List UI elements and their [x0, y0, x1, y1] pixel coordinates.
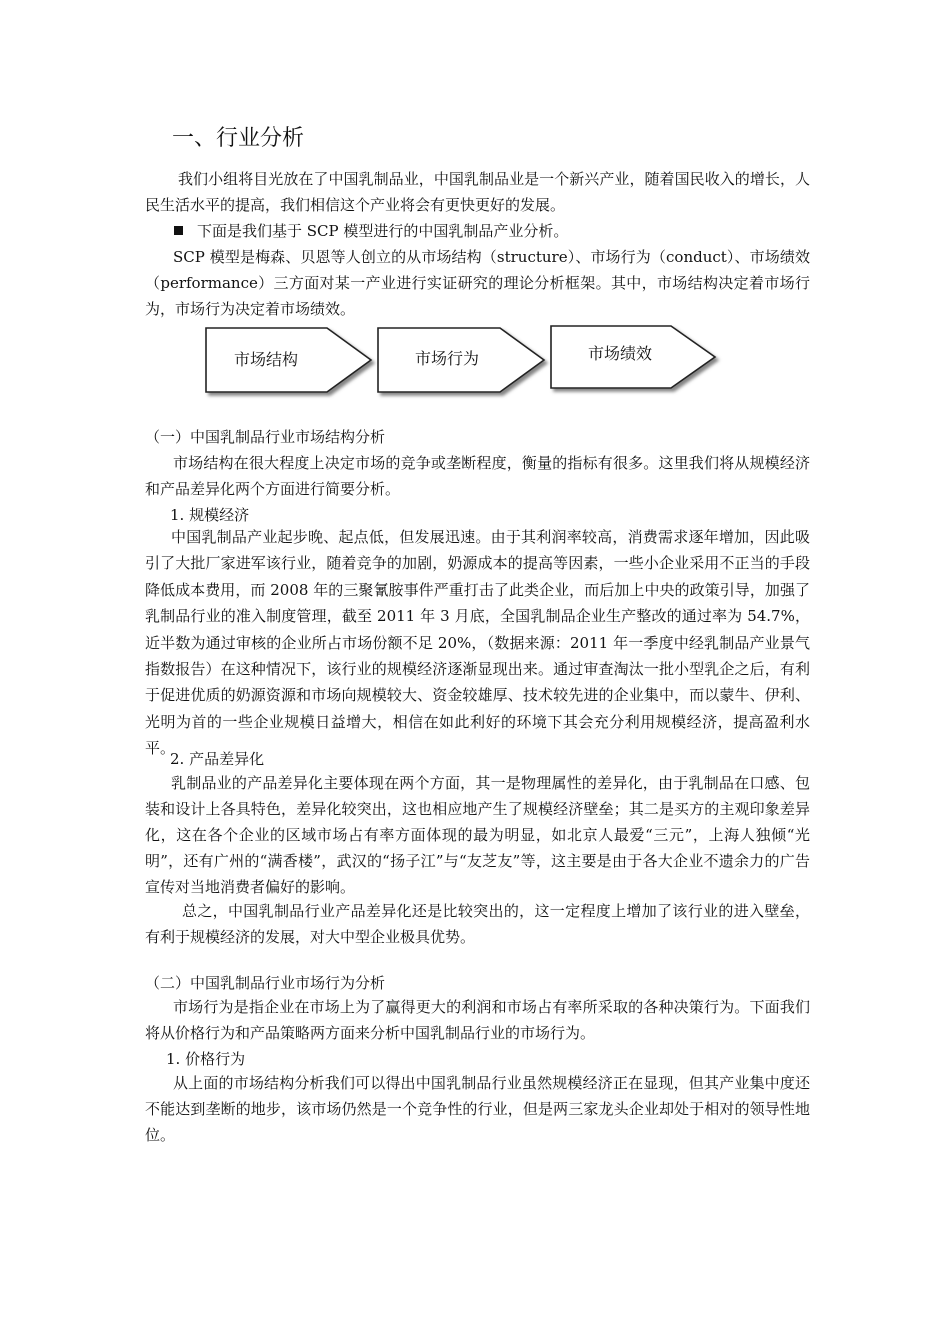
section2-intro: 市场行为是指企业在市场上为了赢得更大的利润和市场占有率所采取的各种决策行为。下面我们将从价格行为和产品策略两方面来分析中国乳制品行业的市场行为。 [145, 998, 810, 1042]
diagram-label-conduct: 市场行为 [414, 349, 480, 368]
scp-description: SCP 模型是梅森、贝恩等人创立的从市场结构（structure）、市场行为（conduct）、市场绩效（performance）三方面对某一产业进行实证研究的理论分析框架。其中，市场结构决定着市场行为，市场行为决定着市场绩效。 [145, 248, 810, 318]
diagram-box-conduct [378, 328, 544, 392]
bullet-text: 下面是我们基于 SCP 模型进行的中国乳制品产业分析。 [197, 222, 569, 240]
section1-summary: 总之，中国乳制品行业产品差异化还是比较突出的，这一定程度上增加了该行业的进入壁垒，有利于规模经济的发展，对大中型企业极具优势。 [145, 902, 810, 946]
section1-intro: 市场结构在很大程度上决定市场的竞争或垄断程度，衡量的指标有很多。这里我们将从规模经济和产品差异化两个方面进行简要分析。 [145, 454, 810, 498]
section2-sub1-text: 从上面的市场结构分析我们可以得出中国乳制品行业虽然规模经济正在显现，但其产业集中度还不能达到垄断的地步，该市场仍然是一个竞争性的行业，但是两三家龙头企业却处于相对的领导性地位。 [145, 1074, 810, 1144]
section1-sub2-text: 乳制品业的产品差异化主要体现在两个方面，其一是物理属性的差异化，由于乳制品在口感、包装和设计上各具特色，差异化较突出，这也相应地产生了规模经济壁垒；其二是买方的主观印象差异化，这在各个企业的区域市场占有率方面体现的最为明显，如北京人最爱“三元”，上海人独倾“光明”，还有广州的“满香楼”，武汉的“扬子江”与“友芝友”等，这主要是由于各大企业不遗余力的广告宣传对当地消费者偏好的影响。 [145, 774, 810, 896]
section1-title: （一）中国乳制品行业市场结构分析 [145, 428, 386, 446]
diagram-box-performance [551, 326, 715, 388]
section2-sub1-title: 1. 价格行为 [166, 1050, 246, 1068]
page-title: 一、行业分析 [172, 126, 305, 151]
bullet-line [174, 218, 568, 244]
section1-sub1-title: 1. 规模经济 [170, 506, 250, 524]
section2-title: （二）中国乳制品行业市场行为分析 [145, 974, 386, 992]
section1-sub2-title: 2. 产品差异化 [170, 750, 265, 768]
intro-paragraph: 我们小组将目光放在了中国乳制品业，中国乳制品业是一个新兴产业，随着国民收入的增长，人民生活水平的提高，我们相信这个产业将会有更快更好的发展。 [145, 170, 810, 214]
diagram-label-performance: 市场绩效 [587, 344, 653, 363]
section1-sub1-text: 中国乳制品产业起步晚、起点低，但发展迅速。由于其利润率较高，消费需求逐年增加，因此吸引了大批厂家进军该行业，随着竞争的加剧，奶源成本的提高等因素，一些小企业采用不正当的手段降低成本费用，而 2008 年的三聚氰胺事件严重打击了此类企业，而后加上中央的政策引导，加强了乳制品行业的准入制度管理，截至 2011 年 3 月底，全国乳制品企业生产整改的通过率为 54.7%，近半数为通过审核的企业所占市场份额不足 20%，（数据来源：2011 年一季度中经乳制品产业景气指数报告）在这种情况下，该行业的规模经济逐渐显现出来。通过审查淘汰一批小型乳企之后，有利于促进优质的奶源资源和市场向规模较大、资金较雄厚、技术较先进的企业集中，而以蒙牛、伊利、光明为首的一些企业规模日益增大，相信在如此利好的环境下其会充分利用规模经济，提高盈利水平。 [145, 528, 810, 758]
diagram-box-structure [206, 328, 371, 392]
square-bullet-icon [174, 226, 183, 235]
diagram-label-structure: 市场结构 [233, 350, 299, 369]
scp-flow-diagram [0, 322, 950, 402]
